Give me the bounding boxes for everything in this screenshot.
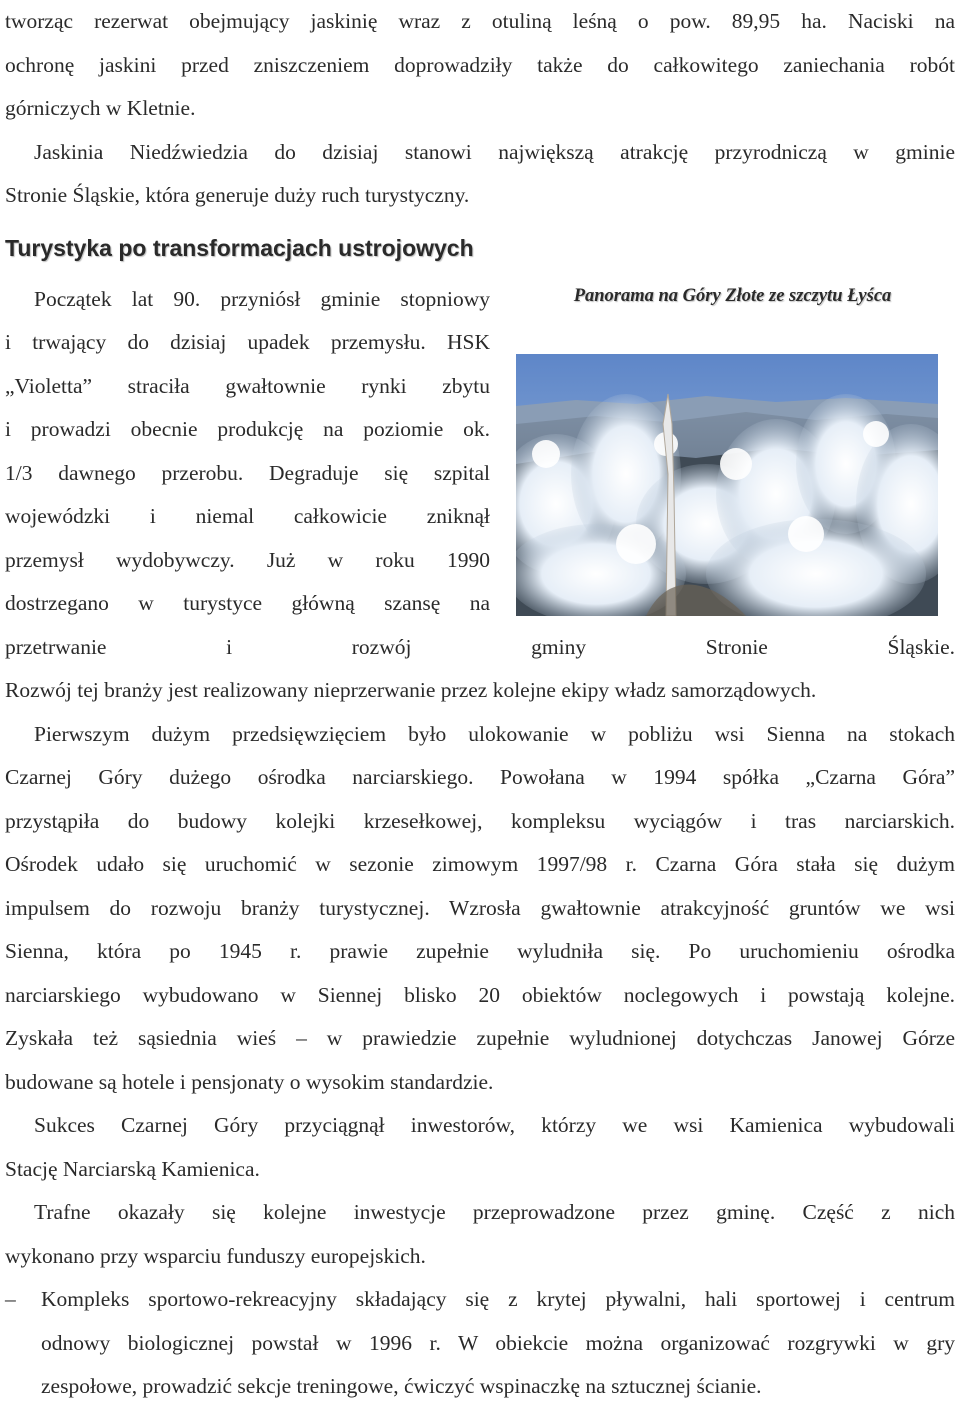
- paragraph-investments: [5, 1191, 955, 1278]
- text-line: Ośrodek udało się uruchomić w sezonie zimowym 1997/98 r. Czarna Góra stała się dużym: [5, 852, 955, 876]
- paragraph-czarna-gora: [5, 713, 955, 1105]
- text-line: wykonano przy wsparciu funduszy europejskich.: [5, 1243, 426, 1268]
- section-heading: Turystyka po transformacjach ustrojowych: [5, 234, 474, 261]
- text-line: Jaskinia Niedźwiedzia do dzisiaj stanowi największą atrakcję przyrodniczą w gminie: [34, 139, 955, 164]
- text-line: tworząc rezerwat obejmujący jaskinię wraz z otuliną leśną o pow. 89,95 ha. Naciski na: [5, 9, 955, 33]
- text-line: Pierwszym dużym przedsięwzięciem było ulokowanie w pobliżu wsi Sienna na stokach: [34, 721, 955, 746]
- text-line: narciarskiego wybudowano w Siennej blisko 20 obiektów noclegowych i powstają kolejne.: [5, 982, 955, 1007]
- text-line: „Violetta” straciła gwałtownie rynki zbytu: [5, 373, 490, 398]
- text-line: Stronie Śląskie, która generuje duży ruch turystyczny.: [5, 183, 470, 207]
- list-dash: –: [5, 1287, 16, 1311]
- text-line: górniczych w Kletnie.: [5, 96, 196, 120]
- text-line: przemysł wydobywczy. Już w roku 1990: [5, 547, 490, 572]
- tourism-section: [5, 278, 955, 713]
- paragraph-reserve: [5, 0, 955, 131]
- text-line: Trafne okazały się kolejne inwestycje przeprowadzone przez gminę. Część z nich: [34, 1200, 955, 1224]
- document-page: [5, 0, 955, 1409]
- text-line: i trwający do dzisiaj upadek przemysłu. HSK: [5, 330, 490, 354]
- list-item: [5, 1278, 955, 1409]
- text-line: Początek lat 90. przyniósł gminie stopniowy: [34, 286, 490, 311]
- text-line: odnowy biologicznej powstał w 1996 r. W obiekcie można organizować rozgrywki w gry: [41, 1330, 955, 1355]
- text-line: zespołowe, prowadzić sekcje treningowe, ćwiczyć wspinaczkę na sztucznej ścianie.: [41, 1374, 762, 1398]
- text-line: budowane są hotele i pensjonaty o wysokim standardzie.: [5, 1069, 494, 1094]
- text-line: Rozwój tej branży jest realizowany nieprzerwanie przez kolejne ekipy władz samorządowych.: [5, 678, 817, 702]
- winter-landscape-photo-icon: [516, 354, 938, 616]
- figure: [510, 278, 955, 616]
- text-line: Stację Narciarską Kamienica.: [5, 1156, 260, 1181]
- text-line: Sukces Czarnej Góry przyciągnął inwestorów, którzy we wsi Kamienica wybudowali: [34, 1113, 955, 1137]
- text-line: impulsem do rozwoju branży turystycznej. Wzrosła gwałtownie atrakcyjność gruntów we wsi: [5, 895, 955, 920]
- text-line: Kompleks sportowo-rekreacyjny składający się z krytej pływalni, hali sportowej i centrum: [41, 1287, 955, 1311]
- figure-caption: Panorama na Góry Złote ze szczytu Łyśca: [573, 285, 892, 306]
- text-line: Zyskała też sąsiednia wieś – w prawiedzie zupełnie wyludnionej dotychczas Janowej Górze: [5, 1026, 955, 1050]
- paragraph-kamienica: [5, 1104, 955, 1191]
- text-line: wojewódzki i niemal całkowicie zniknął: [5, 504, 490, 528]
- text-line: i prowadzi obecnie produkcję na poziomie ok.: [5, 417, 490, 441]
- text-line: dostrzegano w turystyce główną szansę na: [5, 591, 490, 615]
- text-line: przetrwanie i rozwój gminy Stronie Śląskie.: [5, 634, 955, 659]
- text-line: Sienna, która po 1945 r. prawie zupełnie wyludniła się. Po uruchomieniu ośrodka: [5, 939, 955, 963]
- text-line: przystąpiła do budowy kolejki krzesełkowej, kompleksu wyciągów i tras narciarskich.: [5, 808, 955, 833]
- text-line: Czarnej Góry dużego ośrodka narciarskiego. Powołana w 1994 spółka „Czarna Góra”: [5, 765, 955, 789]
- paragraph-cave-attraction: [5, 131, 955, 218]
- text-line: 1/3 dawnego przerobu. Degraduje się szpital: [5, 460, 490, 485]
- text-line: ochronę jaskini przed zniszczeniem doprowadziły także do całkowitego zaniechania robót: [5, 52, 955, 77]
